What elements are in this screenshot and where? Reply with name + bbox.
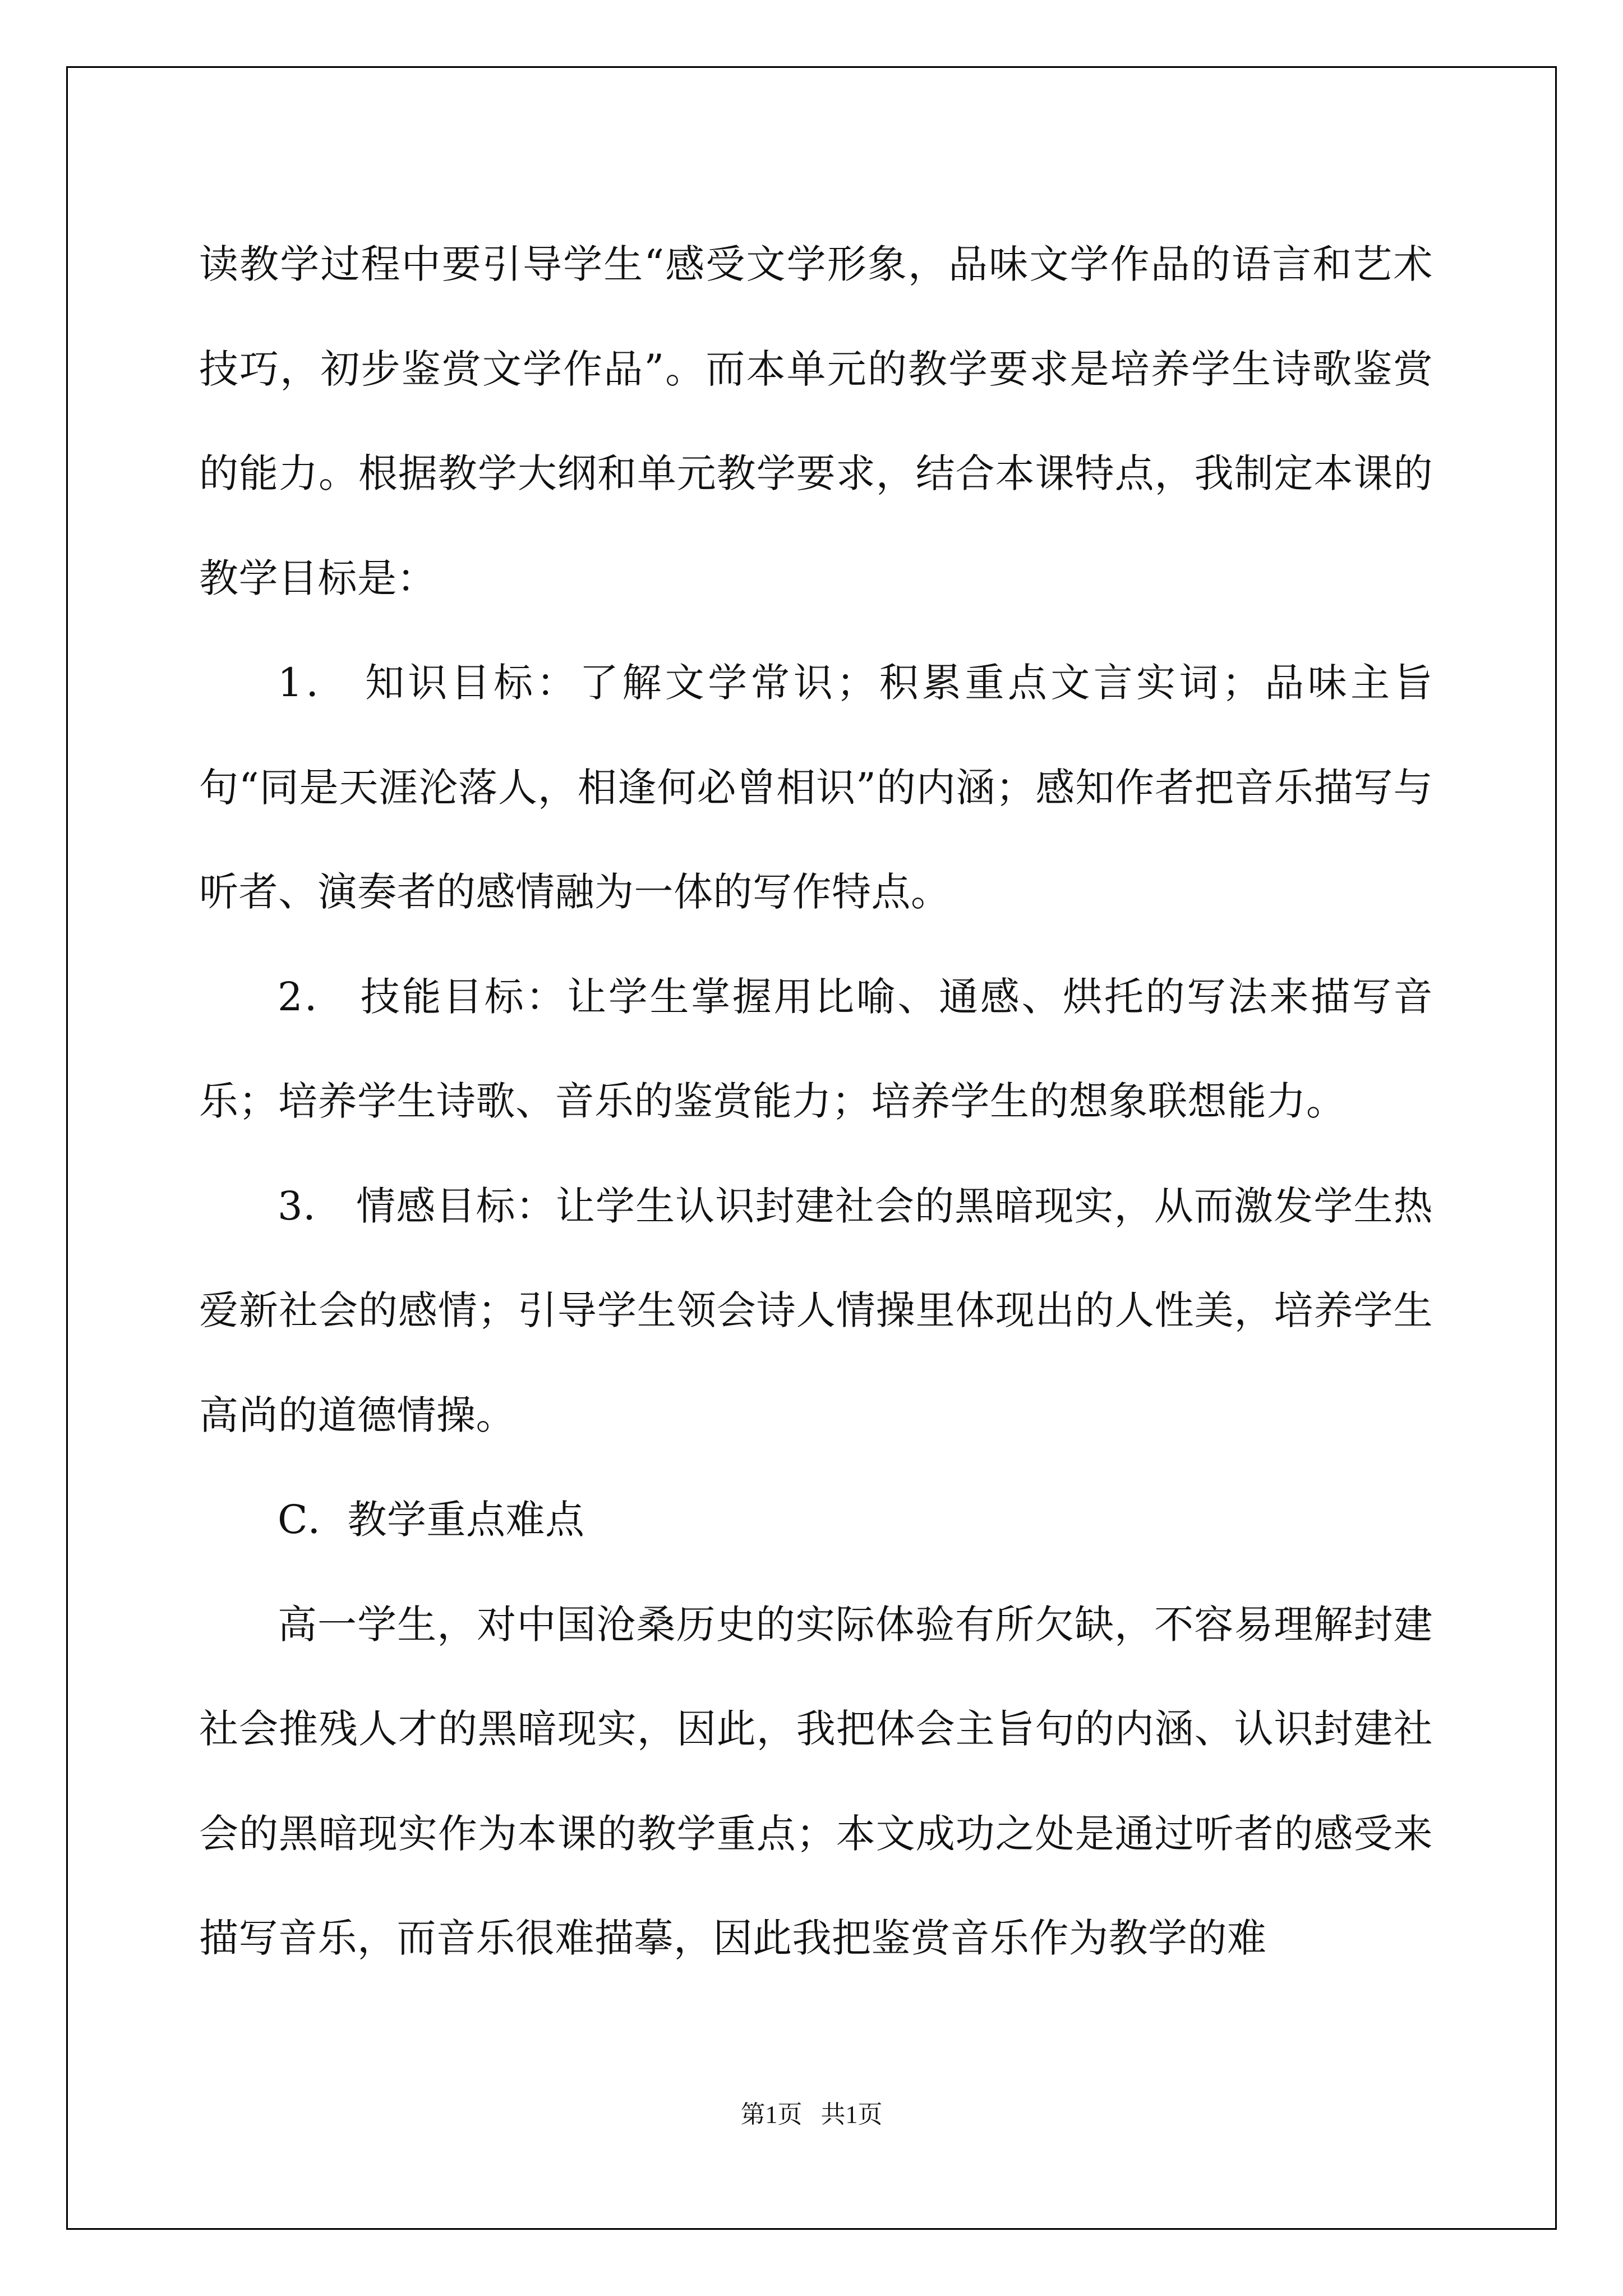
document-body [199, 212, 1433, 1991]
paragraph-intro: 读教学过程中要引导学生“感受文学形象，品味文学作品的语言和艺术技巧，初步鉴赏文学作品”。而本单元的教学要求是培养学生诗歌鉴赏的能力。根据教学大纲和单元教学要求，结合本课特点，我制定本课的教学目标是： [199, 241, 1433, 601]
page-number-label: 第1页 共1页 [740, 2101, 883, 2128]
section-heading-key-points: C．教学重点难点 [278, 1497, 585, 1543]
paragraph-skill-goal: 2． 技能目标：让学生掌握用比喻、通感、烘托的写法来描写音乐；培养学生诗歌、音乐的鉴赏能力；培养学生的想象联想能力。 [199, 973, 1433, 1124]
paragraph-emotion-goal: 3． 情感目标：让学生认识封建社会的黑暗现实，从而激发学生热爱新社会的感情；引导学生领会诗人情操里体现出的人性美，培养学生高尚的道德情操。 [199, 1182, 1433, 1438]
paragraph-knowledge-goal: 1． 知识目标：了解文学常识；积累重点文言实词；品味主旨句“同是天涯沦落人，相逢何必曾相识”的内涵；感知作者把音乐描写与听者、演奏者的感情融为一体的写作特点。 [199, 660, 1433, 915]
paragraph-key-points: 高一学生，对中国沧桑历史的实际体验有所欠缺，不容易理解封建社会推残人才的黑暗现实，因此，我把体会主旨句的内涵、认识封建社会的黑暗现实作为本课的教学重点；本文成功之处是通过听者的感受来描写音乐，而音乐很难描摹，因此我把鉴赏音乐作为教学的难 [199, 1601, 1433, 1961]
page-footer [0, 2098, 1623, 2132]
